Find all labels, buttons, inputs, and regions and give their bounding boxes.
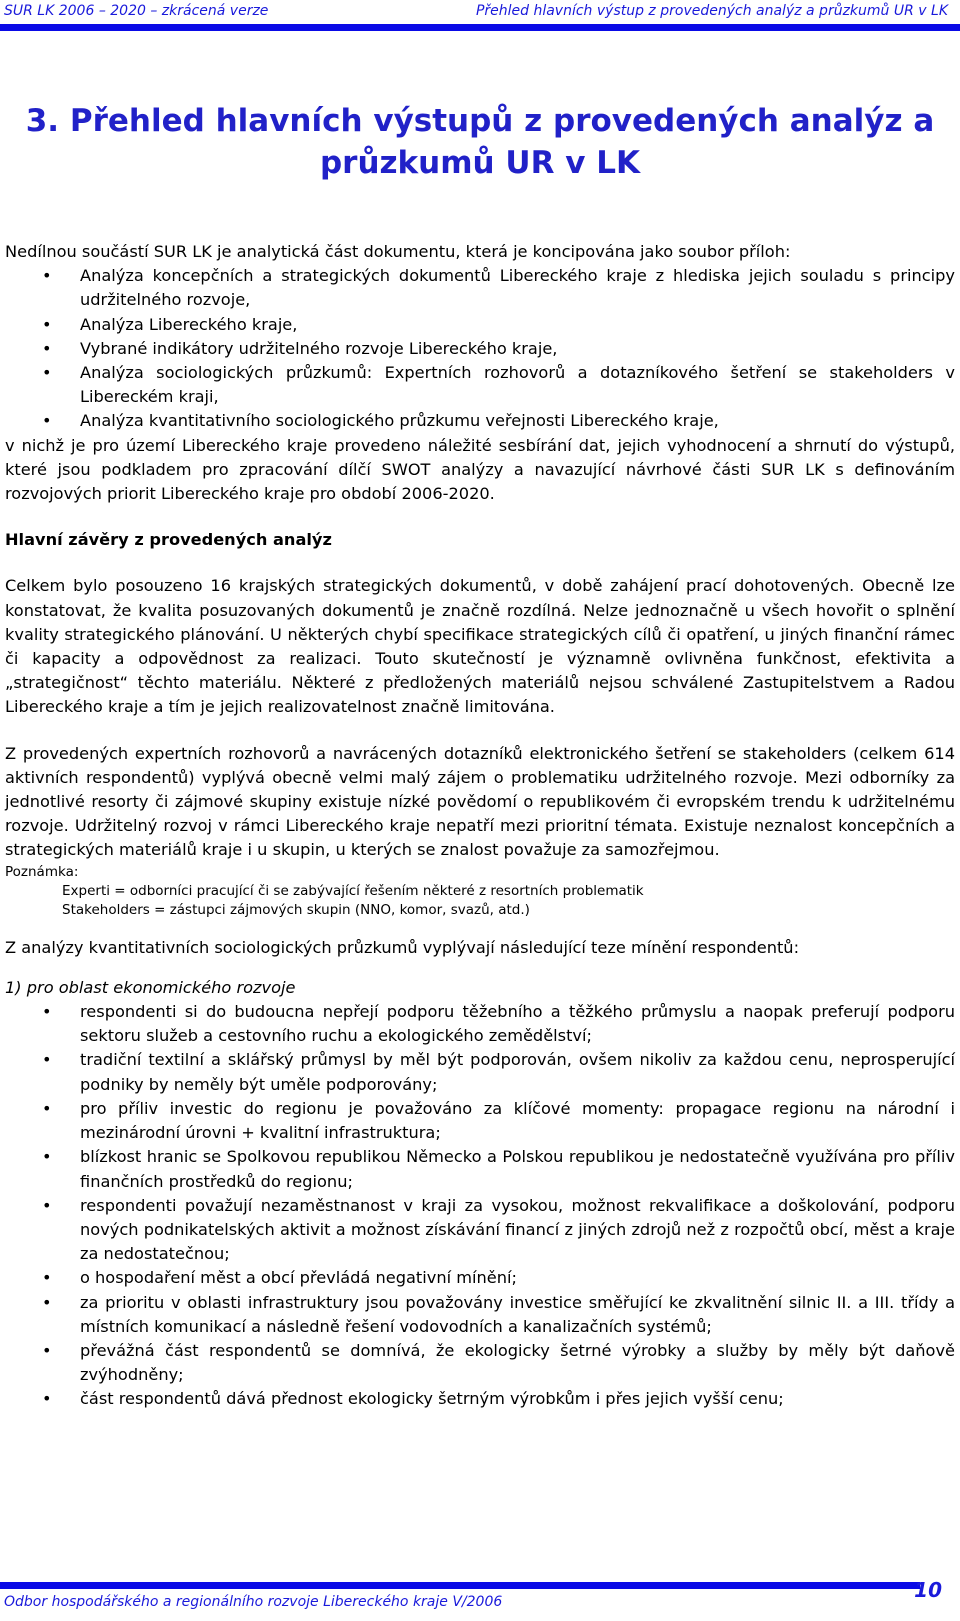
note-line-stakeholders: Stakeholders = zástupci zájmových skupin (NNO, komor, svazů, atd.) — [62, 901, 530, 918]
note-block — [5, 863, 955, 920]
list-item: • část respondentů dává přednost ekologicky šetrným výrobkům i přes jejich vyšší cenu; — [5, 1387, 955, 1411]
page-title — [0, 100, 960, 184]
subsection-heading: 1) pro oblast ekonomického rozvoje — [5, 977, 296, 997]
note-label: Poznámka: — [5, 863, 79, 880]
section-heading: Hlavní závěry z provedených analýz — [5, 530, 332, 550]
list-item: • Analýza Libereckého kraje, — [5, 313, 955, 337]
intro-after-paragraph: v nichž je pro území Libereckého kraje provedeno náležité sesbírání dat, jejich vyhodnocení a shrnutí do výstupů, které jsou podkladem pro zpracování dílčí SWOT analýzy a navazující návrhové části SUR LK s definováním rozvojových priorit Libereckého kraje pro období 2006-2020. — [5, 435, 955, 504]
title-line-1: 3. Přehled hlavních výstupů z provedených analýz a — [25, 103, 935, 139]
header-rule — [0, 24, 960, 31]
list-item: • Analýza koncepčních a strategických dokumentů Libereckého kraje z hlediska jejich souladu s principy udržitelného rozvoje, — [5, 264, 955, 312]
paragraph-survey: Z analýzy kvantitativních sociologických průzkumů vyplývají následující teze mínění respondentů: — [5, 937, 800, 957]
document-body — [5, 240, 955, 1412]
note-line-experts: Experti = odborníci pracující či se zabývající řešením některé z resortních problematik — [62, 882, 644, 899]
paragraph-stakeholders: Z provedených expertních rozhovorů a navrácených dotazníků elektronického šetření se stakeholders (celkem 614 aktivních respondentů) vyplývá obecně velmi malý zájem o problematiku udržitelného rozvoje. Mezi odborníky za jednotlivé resorty či zájmové skupiny existuje nízké povědomí o republikovém či evropském trendu k udržitelnému rozvoje. Udržitelný rozvoj v rámci Libereckého kraje nepatří mezi prioritní témata. Existuje neznalost koncepčních a strategických materiálů kraje i u skupin, u kterých se znalost považuje za samozřejmou. — [5, 743, 955, 860]
list-item: • Analýza sociologických průzkumů: Expertních rozhovorů a dotazníkového šetření se stakeholders v Libereckém kraji, — [5, 361, 955, 409]
header-right: Přehled hlavních výstup z provedených analýz a průzkumů UR v LK — [475, 3, 948, 19]
economic-list — [5, 1000, 955, 1411]
intro-list — [5, 264, 955, 433]
list-item: • převážná část respondentů se domnívá, že ekologicky šetrné výrobky a služby by měly být daňově zvýhodněny; — [5, 1339, 955, 1387]
list-item: • o hospodaření měst a obcí převládá negativní mínění; — [5, 1266, 955, 1290]
list-item: • pro příliv investic do regionu je považováno za klíčové momenty: propagace regionu na národní i mezinárodní úrovni + kvalitní infrastruktura; — [5, 1097, 955, 1145]
intro-paragraph: Nedílnou součástí SUR LK je analytická část dokumentu, která je koncipována jako soubor příloh: — [5, 242, 791, 261]
list-item: • Vybrané indikátory udržitelného rozvoje Libereckého kraje, — [5, 337, 955, 361]
list-item: • respondenti považují nezaměstnanost v kraji za vysokou, možnost rekvalifikace a doškolování, podporu nových podnikatelských aktivit a možnost získávání financí z jiných zdrojů než z rozpočtů obcí, měst a kraje za nedostatečnou; — [5, 1194, 955, 1267]
list-item: • blízkost hranic se Spolkovou republikou Německo a Polskou republikou je nedostatečně využívána pro příliv finančních prostředků do regionu; — [5, 1145, 955, 1193]
list-item: • za prioritu v oblasti infrastruktury jsou považovány investice směřující ke zkvalitnění silnic II. a III. třídy a místních komunikací a následně řešení vodovodních a kanalizačních systémů; — [5, 1291, 955, 1339]
list-item: • respondenti si do budoucna nepřejí podporu těžebního a těžkého průmyslu a naopak preferují podporu sektoru služeb a cestovního ruchu a ekologického zemědělství; — [5, 1000, 955, 1048]
running-header — [0, 0, 960, 24]
list-item: • tradiční textilní a sklářský průmysl by měl být podporován, ovšem nikoliv za každou cenu, neprosperující podniky by neměly být uměle podporovány; — [5, 1048, 955, 1096]
footer-text: Odbor hospodářského a regionálního rozvoje Libereckého kraje V/2006 — [4, 1594, 503, 1610]
footer-rule — [0, 1582, 920, 1589]
title-line-2: průzkumů UR v LK — [319, 145, 641, 181]
page-number: 10 — [914, 1578, 942, 1602]
list-item: • Analýza kvantitativního sociologického průzkumu veřejnosti Libereckého kraje, — [5, 409, 955, 433]
paragraph-documents: Celkem bylo posouzeno 16 krajských strategických dokumentů, v době zahájení prací dohotovených. Obecně lze konstatovat, že kvalita posuzovaných dokumentů je značně rozdílná. Nelze jednoznačně u všech hovořit o splnění kvality strategického plánování. U některých chybí specifikace strategických cílů či opatření, u jiných finanční rámec či kapacity a odpovědnost za realizaci. Touto skutečností je významně ovlivněna funkčnost, efektivita a „strategičnost“ těchto materiálu. Některé z předložených materiálů nejsou schválené Zastupitelstvem a Radou Libereckého kraje a tím je jejich realizovatelnost značně limitována. — [5, 576, 955, 717]
header-left: SUR LK 2006 – 2020 – zkrácená verze — [4, 3, 269, 19]
